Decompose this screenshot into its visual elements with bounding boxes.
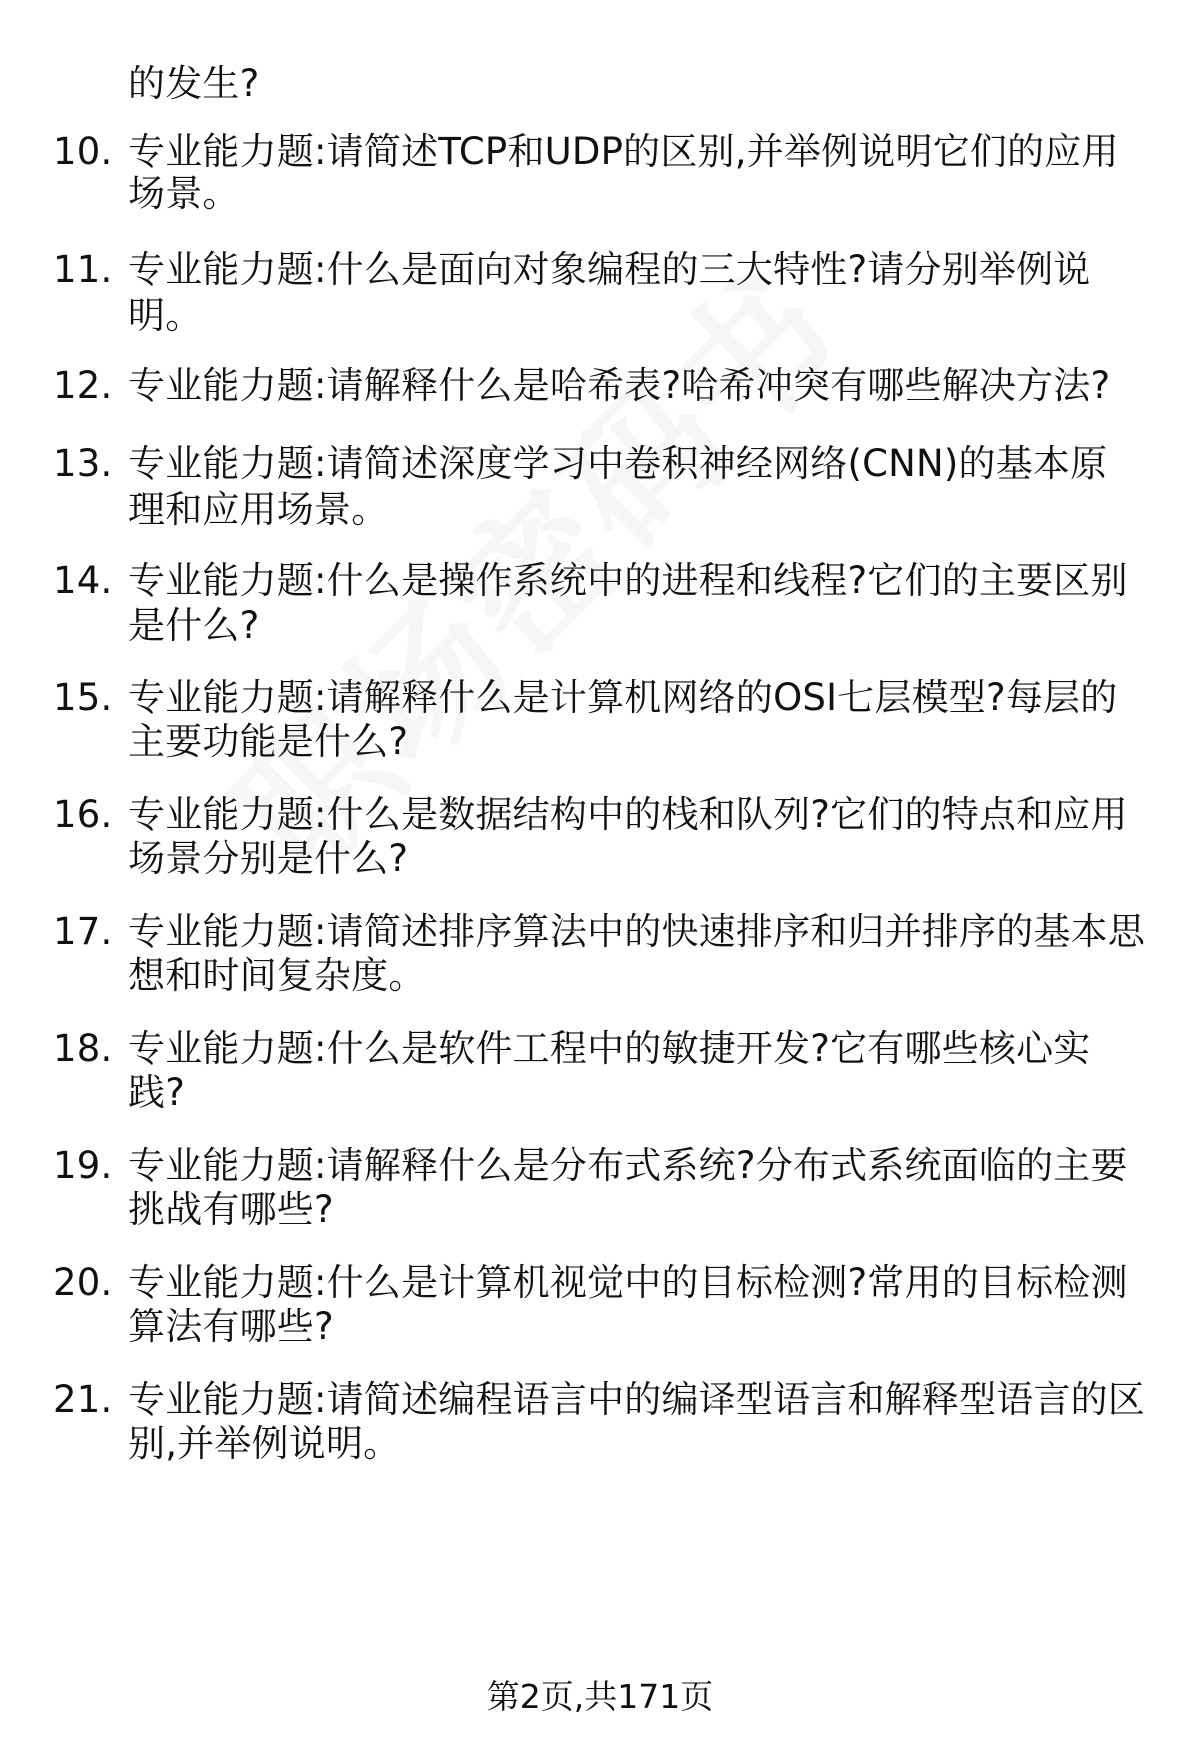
item-text-line2: 别,并举例说明。 (128, 1422, 401, 1465)
item-number: 15. (53, 676, 113, 719)
item-number: 16. (53, 793, 113, 836)
item-number: 17. (53, 910, 113, 953)
item-number: 21. (53, 1378, 113, 1421)
question-item-21-continued (0, 1418, 1200, 1470)
item-text-line2: 是什么? (128, 604, 260, 647)
question-item-13-continued (0, 484, 1200, 536)
item-text-line1: 专业能力题:什么是操作系统中的进程和线程?它们的主要区别 (128, 559, 1128, 602)
item-text-line2: 明。 (128, 294, 203, 337)
continued-text-line (0, 58, 1200, 110)
question-item-11-continued (0, 290, 1200, 342)
item-number: 20. (53, 1261, 113, 1304)
question-item-17-continued (0, 950, 1200, 1002)
item-text-line1: 专业能力题:请解释什么是分布式系统?分布式系统面临的主要 (128, 1144, 1128, 1187)
item-text-line1: 专业能力题:请简述编程语言中的编译型语言和解释型语言的区 (128, 1378, 1146, 1421)
question-item-19-continued (0, 1184, 1200, 1236)
question-item-13 (0, 438, 1200, 490)
item-number: 10. (53, 130, 113, 173)
question-item-10-continued (0, 168, 1200, 220)
item-text-line1: 专业能力题:请简述深度学习中卷积神经网络(CNN)的基本原 (128, 442, 1108, 485)
item-text-line2: 挑战有哪些? (128, 1188, 334, 1231)
item-text-line2: 想和时间复杂度。 (128, 954, 426, 997)
item-text-line1: 专业能力题:请简述排序算法中的快速排序和归并排序的基本思 (128, 910, 1146, 953)
item-text-line1: 专业能力题:什么是面向对象编程的三大特性?请分别举例说 (128, 248, 1091, 291)
page-footer: 第2页,共171页 (486, 1677, 714, 1716)
question-item-15-continued (0, 716, 1200, 768)
item-number: 11. (53, 248, 113, 291)
question-item-11 (0, 244, 1200, 296)
question-item-12 (0, 360, 1200, 412)
item-text-line2: 理和应用场景。 (128, 488, 389, 531)
item-number: 18. (53, 1027, 113, 1070)
item-text-line1: 专业能力题:请解释什么是哈希表?哈希冲突有哪些解决方法? (128, 364, 1111, 407)
item-number: 12. (53, 364, 113, 407)
item-text-line1: 专业能力题:什么是数据结构中的栈和队列?它们的特点和应用 (128, 793, 1128, 836)
question-item-20-continued (0, 1301, 1200, 1353)
item-text-line2: 主要功能是什么? (128, 720, 409, 763)
item-number: 19. (53, 1144, 113, 1187)
question-item-16-continued (0, 833, 1200, 885)
item-text-line2: 场景。 (128, 172, 240, 215)
item-text-line1: 专业能力题:什么是软件工程中的敏捷开发?它有哪些核心实 (128, 1027, 1091, 1070)
continued-text: 的发生? (128, 62, 260, 105)
question-item-18-continued (0, 1067, 1200, 1119)
item-text-line1: 专业能力题:什么是计算机视觉中的目标检测?常用的目标检测 (128, 1261, 1128, 1304)
question-item-14-continued (0, 600, 1200, 652)
item-text-line2: 算法有哪些? (128, 1305, 334, 1348)
item-text-line1: 专业能力题:请解释什么是计算机网络的OSI七层模型?每层的 (128, 676, 1118, 719)
item-number: 13. (53, 442, 113, 485)
item-text-line2: 践? (128, 1071, 186, 1114)
item-text-line1: 专业能力题:请简述TCP和UDP的区别,并举例说明它们的应用 (128, 130, 1119, 173)
item-number: 14. (53, 559, 113, 602)
item-text-line2: 场景分别是什么? (128, 837, 409, 880)
